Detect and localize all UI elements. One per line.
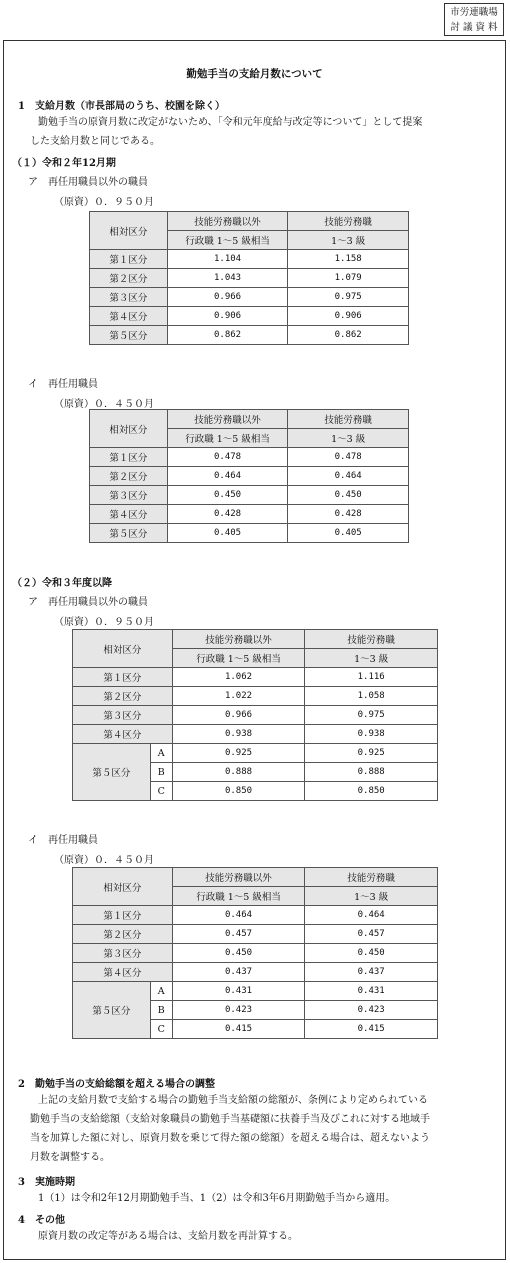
row-value-col2: 0.464 xyxy=(288,467,409,486)
row-value-col1: 0.464 xyxy=(172,906,305,925)
period-1-i-label: イ 再任用職員 xyxy=(28,379,98,390)
table-header-category: 相対区分 xyxy=(90,212,168,250)
row-value-col1: 0.450 xyxy=(167,486,288,505)
table-header-col1-sub: 行政職 1～5 級相当 xyxy=(172,887,305,906)
row-value-col2: 0.431 xyxy=(305,982,438,1001)
sub-row-label: A xyxy=(150,982,172,1001)
table-header-col2: 技能労務職 xyxy=(288,212,409,231)
table-row xyxy=(90,250,409,269)
row-label: 第４区分 xyxy=(90,307,168,326)
table-row xyxy=(73,906,438,925)
table-row xyxy=(73,668,438,687)
row-value-col2: 0.888 xyxy=(305,763,438,782)
row-value-col1: 0.906 xyxy=(167,307,288,326)
section-3-heading: 3 実施時期 xyxy=(18,1177,75,1188)
table-header-col1: 技能労務職以外 xyxy=(172,630,305,649)
section-2-line-2: 勤勉手当の支給総額（支給対象職員の勤勉手当基礎額に扶養手当及びこれに対する地域手 xyxy=(30,1114,430,1125)
row-value-col2: 0.428 xyxy=(288,505,409,524)
table-header-category: 相対区分 xyxy=(73,630,173,668)
table-row xyxy=(90,448,409,467)
table-header-col2: 技能労務職 xyxy=(305,630,438,649)
row-label: 第４区分 xyxy=(90,505,168,524)
section-2-line-4: 月数を調整する。 xyxy=(30,1152,110,1163)
period-1-a-base: （原資）０．９５０月 xyxy=(54,197,154,208)
table-header-col2-sub: 1～3 級 xyxy=(305,887,438,906)
row-label: 第３区分 xyxy=(90,288,168,307)
row-value-col1: 1.062 xyxy=(172,668,305,687)
stamp-line-1: 市労連職場 xyxy=(450,7,498,18)
row-value-col1: 0.888 xyxy=(172,763,305,782)
row-value-col2: 0.415 xyxy=(305,1020,438,1039)
table-row xyxy=(73,725,438,744)
row-value-col1: 0.405 xyxy=(167,524,288,543)
row-value-col2: 0.450 xyxy=(288,486,409,505)
row-value-col1: 1.022 xyxy=(172,687,305,706)
section-2-heading: 2 勤勉手当の支給総額を超える場合の調整 xyxy=(18,1079,215,1090)
section-2-line-1: 上記の支給月数で支給する場合の勤勉手当支給額の総額が、条例により定められている xyxy=(38,1095,428,1106)
table-row xyxy=(90,524,409,543)
row-value-col1: 0.966 xyxy=(167,288,288,307)
table-row xyxy=(73,744,438,763)
section-3-line-1: 1（1）は令和2年12月期勤勉手当、1（2）は令和3年6月期勤勉手当から適用。 xyxy=(38,1193,396,1204)
row-value-col2: 0.457 xyxy=(305,925,438,944)
document-frame xyxy=(3,40,506,1260)
table-row xyxy=(73,944,438,963)
table-row xyxy=(90,326,409,345)
table-row xyxy=(90,505,409,524)
row-label: 第４区分 xyxy=(73,725,173,744)
table-header-category: 相対区分 xyxy=(73,868,173,906)
table-header-col1-sub: 行政職 1～5 級相当 xyxy=(167,429,288,448)
row-value-col2: 0.975 xyxy=(305,706,438,725)
row-label: 第５区分 xyxy=(90,524,168,543)
row-value-col2: 0.405 xyxy=(288,524,409,543)
period-1-heading: （１）令和２年12月期 xyxy=(12,158,116,169)
period-1-i-base: （原資）０．４５０月 xyxy=(54,399,154,410)
row-value-col1: 0.423 xyxy=(172,1001,305,1020)
row-value-col2: 1.058 xyxy=(305,687,438,706)
table-row xyxy=(73,706,438,725)
row-group-label: 第５区分 xyxy=(73,744,151,801)
table-row xyxy=(73,982,438,1001)
row-value-col2: 0.464 xyxy=(305,906,438,925)
row-label: 第２区分 xyxy=(90,467,168,486)
table-row xyxy=(90,486,409,505)
row-value-col2: 0.450 xyxy=(305,944,438,963)
section-1-line-2: した支給月数と同じである。 xyxy=(30,136,160,147)
sub-row-label: B xyxy=(150,1001,172,1020)
section-4-heading: 4 その他 xyxy=(18,1215,65,1226)
period-2-i-base: （原資）０．４５０月 xyxy=(54,855,154,866)
row-value-col1: 0.966 xyxy=(172,706,305,725)
period-2-a-label: ア 再任用職員以外の職員 xyxy=(28,597,148,608)
row-group-label: 第５区分 xyxy=(73,982,151,1039)
table-period2-reemployed xyxy=(72,867,438,1039)
period-2-a-base: （原資）０．９５０月 xyxy=(54,617,154,628)
row-value-col1: 0.450 xyxy=(172,944,305,963)
row-value-col1: 0.925 xyxy=(172,744,305,763)
sub-row-label: B xyxy=(150,763,172,782)
row-label: 第１区分 xyxy=(73,668,173,687)
table-row xyxy=(73,925,438,944)
row-label: 第４区分 xyxy=(73,963,173,982)
period-2-heading: （２）令和３年度以降 xyxy=(12,578,112,589)
table-period2-regular xyxy=(72,629,438,801)
row-value-col1: 0.938 xyxy=(172,725,305,744)
row-label: 第３区分 xyxy=(73,944,173,963)
row-value-col2: 0.975 xyxy=(288,288,409,307)
row-label: 第１区分 xyxy=(90,250,168,269)
row-value-col2: 0.862 xyxy=(288,326,409,345)
row-value-col1: 1.043 xyxy=(167,269,288,288)
section-1-line-1: 勤勉手当の原資月数に改定がないため、「令和元年度給与改定等について」として提案 xyxy=(38,117,423,128)
table-row xyxy=(90,288,409,307)
row-value-col2: 0.925 xyxy=(305,744,438,763)
section-1-heading: 1 支給月数（市長部局のうち、校園を除く） xyxy=(18,101,225,112)
document-stamp xyxy=(444,3,504,36)
row-value-col2: 1.116 xyxy=(305,668,438,687)
row-value-col1: 1.104 xyxy=(167,250,288,269)
table-period1-reemployed xyxy=(89,409,409,543)
table-header-col1-sub: 行政職 1～5 級相当 xyxy=(167,231,288,250)
row-value-col1: 0.862 xyxy=(167,326,288,345)
row-value-col1: 0.431 xyxy=(172,982,305,1001)
row-label: 第５区分 xyxy=(90,326,168,345)
table-row xyxy=(73,687,438,706)
row-value-col1: 0.478 xyxy=(167,448,288,467)
row-label: 第１区分 xyxy=(90,448,168,467)
table-header-col2-sub: 1～3 級 xyxy=(288,231,409,250)
table-header-col2: 技能労務職 xyxy=(305,868,438,887)
sub-row-label: C xyxy=(150,782,172,801)
table-header-col1: 技能労務職以外 xyxy=(167,212,288,231)
row-value-col1: 0.415 xyxy=(172,1020,305,1039)
stamp-line-2: 討 議 資 料 xyxy=(450,22,498,33)
row-value-col2: 1.079 xyxy=(288,269,409,288)
sub-row-label: C xyxy=(150,1020,172,1039)
row-label: 第２区分 xyxy=(90,269,168,288)
section-4-line-1: 原資月数の改定等がある場合は、支給月数を再計算する。 xyxy=(38,1231,298,1242)
table-row xyxy=(73,963,438,982)
row-label: 第２区分 xyxy=(73,687,173,706)
row-label: 第２区分 xyxy=(73,925,173,944)
table-row xyxy=(90,269,409,288)
table-header-col2-sub: 1～3 級 xyxy=(288,429,409,448)
row-value-col2: 0.437 xyxy=(305,963,438,982)
table-row xyxy=(90,307,409,326)
table-header-category: 相対区分 xyxy=(90,410,168,448)
table-header-col1: 技能労務職以外 xyxy=(172,868,305,887)
row-value-col2: 0.938 xyxy=(305,725,438,744)
row-value-col2: 0.423 xyxy=(305,1001,438,1020)
table-period1-regular xyxy=(89,211,409,345)
row-value-col1: 0.437 xyxy=(172,963,305,982)
row-label: 第１区分 xyxy=(73,906,173,925)
row-value-col1: 0.464 xyxy=(167,467,288,486)
table-row xyxy=(90,467,409,486)
table-header-col2: 技能労務職 xyxy=(288,410,409,429)
period-2-i-label: イ 再任用職員 xyxy=(28,835,98,846)
row-value-col2: 1.158 xyxy=(288,250,409,269)
row-value-col1: 0.850 xyxy=(172,782,305,801)
table-header-col1-sub: 行政職 1～5 級相当 xyxy=(172,649,305,668)
row-label: 第３区分 xyxy=(90,486,168,505)
row-label: 第３区分 xyxy=(73,706,173,725)
page-title: 勤勉手当の支給月数について xyxy=(186,68,323,80)
sub-row-label: A xyxy=(150,744,172,763)
row-value-col2: 0.906 xyxy=(288,307,409,326)
table-header-col1: 技能労務職以外 xyxy=(167,410,288,429)
row-value-col2: 0.478 xyxy=(288,448,409,467)
row-value-col1: 0.428 xyxy=(167,505,288,524)
section-2-line-3: 当を加算した額に対し、原資月数を乗じて得た額の総額）を超える場合は、超えないよう xyxy=(30,1133,430,1144)
row-value-col2: 0.850 xyxy=(305,782,438,801)
row-value-col1: 0.457 xyxy=(172,925,305,944)
table-header-col2-sub: 1～3 級 xyxy=(305,649,438,668)
period-1-a-label: ア 再任用職員以外の職員 xyxy=(28,177,148,188)
